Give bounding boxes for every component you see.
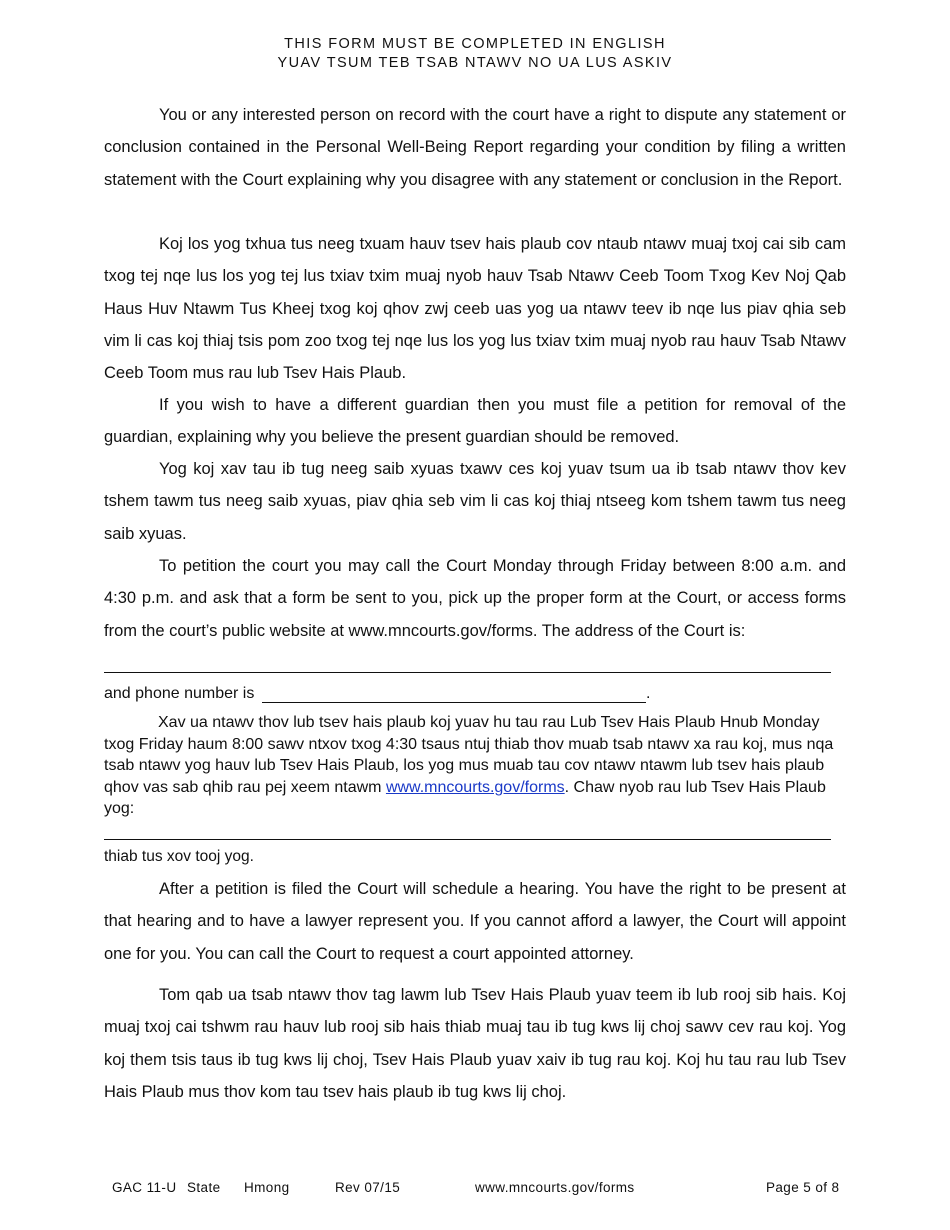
- phone-number-line[interactable]: [262, 702, 646, 703]
- footer-language: Hmong: [244, 1180, 290, 1195]
- footer-jurisdiction: State: [187, 1180, 221, 1195]
- court-address-line-hmong[interactable]: [104, 839, 831, 840]
- footer-page-number: Page 5 of 8: [766, 1180, 840, 1195]
- footer-website[interactable]: www.mncourts.gov/forms: [475, 1180, 635, 1195]
- form-header: [0, 35, 950, 73]
- header-english-line: THIS FORM MUST BE COMPLETED IN ENGLISH: [284, 36, 666, 52]
- forms-website-link[interactable]: www.mncourts.gov/forms: [385, 778, 565, 796]
- paragraph-petition-hmong: Xav ua ntawv thov lub tsev hais plaub koj yuav hu tau rau Lub Tsev Hais Plaub Hnub Monday txog Friday haum 8:00 sawv ntxov txog 4:30 tsaus ntuj thiab thov muab tsab ntawv xa rau koj, mus nqa tsab ntawv yog hauv lub Tsev Hais Plaub, los yog mus muab tau cov ntawv ntawm lub tsev hais plaub qhov vas sab qhib rau pej xeem ntawm www.mncourts.gov/forms. Chaw nyob rau lub Tsev Hais Plaub yog:: [104, 714, 834, 817]
- paragraph-hearing-english: After a petition is filed the Court will schedule a hearing. You have the right to be present at that hearing and to have a lawyer represent you. If you cannot afford a lawyer, the Court will appoint one for you. You can call the Court to request a court appointed attorney.: [104, 880, 846, 963]
- phone-line: [104, 685, 254, 703]
- header-hmong-line: YUAV TSUM TEB TSAB NTAWV NO UA LUS ASKIV: [277, 55, 673, 71]
- footer-revision: Rev 07/15: [335, 1180, 401, 1195]
- footer-form-id: GAC 11-U: [112, 1180, 177, 1195]
- paragraph-dispute-hmong: Koj los yog txhua tus neeg txuam hauv tsev hais plaub cov ntaub ntawv muaj txoj cai sib cam txog tej nqe lus los yog tej lus txiav txim muaj nyob hauv Tsab Ntawv Ceeb Toom Txog Kev Noj Qab Haus Huv Ntawm Tus Kheej txog koj qhov zwj ceeb uas yog ua ntawv teev ib nqe lus piav qhia seb vim li cas koj thiaj tsis pom zoo txog tej nqe lus los yog lus txiav txim muaj nyob rau hauv Tsab Ntawv Ceeb Toom mus rau lub Tsev Hais Plaub.: [104, 235, 846, 383]
- paragraph-dispute-english: You or any interested person on record with the court have a right to dispute any statement or conclusion contained in the Personal Well-Being Report regarding your condition by filing a written statement with the Court explaining why you disagree with any statement or conclusion in the Report.: [104, 106, 846, 189]
- phone-period: .: [646, 685, 651, 702]
- phone-label: and phone number is: [104, 685, 255, 702]
- phone-line-hmong: thiab tus xov tooj yog.: [104, 848, 254, 865]
- paragraph-guardian-english: If you wish to have a different guardian then you must file a petition for removal of the guardian, explaining why you believe the present guardian should be removed.: [104, 396, 846, 447]
- paragraph-petition-english: To petition the court you may call the Court Monday through Friday between 8:00 a.m. and 4:30 p.m. and ask that a form be sent to you, pick up the proper form at the Court, or access forms from the court’s public website at www.mncourts.gov/forms. The address of the Court is:: [104, 557, 846, 640]
- paragraph-guardian-hmong: Yog koj xav tau ib tug neeg saib xyuas txawv ces koj yuav tsum ua ib tsab ntawv thov kev tshem tawm tus neeg saib xyuas, piav qhia seb vim li cas koj thiaj ntseeg kom tshem tawm tus neeg saib xyuas.: [104, 460, 846, 543]
- court-address-line[interactable]: [104, 672, 831, 673]
- paragraph-hearing-hmong: Tom qab ua tsab ntawv thov tag lawm lub Tsev Hais Plaub yuav teem ib lub rooj sib hais. Koj muaj txoj cai tshwm rau hauv lub rooj sib hais thiab muaj tau ib tug kws lij choj sawv cev rau koj. Yog koj them tsis taus ib tug kws lij choj, Tsev Hais Plaub yuav xaiv ib tug rau koj. Koj hu tau rau lub Tsev Hais Plaub mus thov kom tau tsev hais plaub ib tug kws lij choj.: [104, 986, 846, 1101]
